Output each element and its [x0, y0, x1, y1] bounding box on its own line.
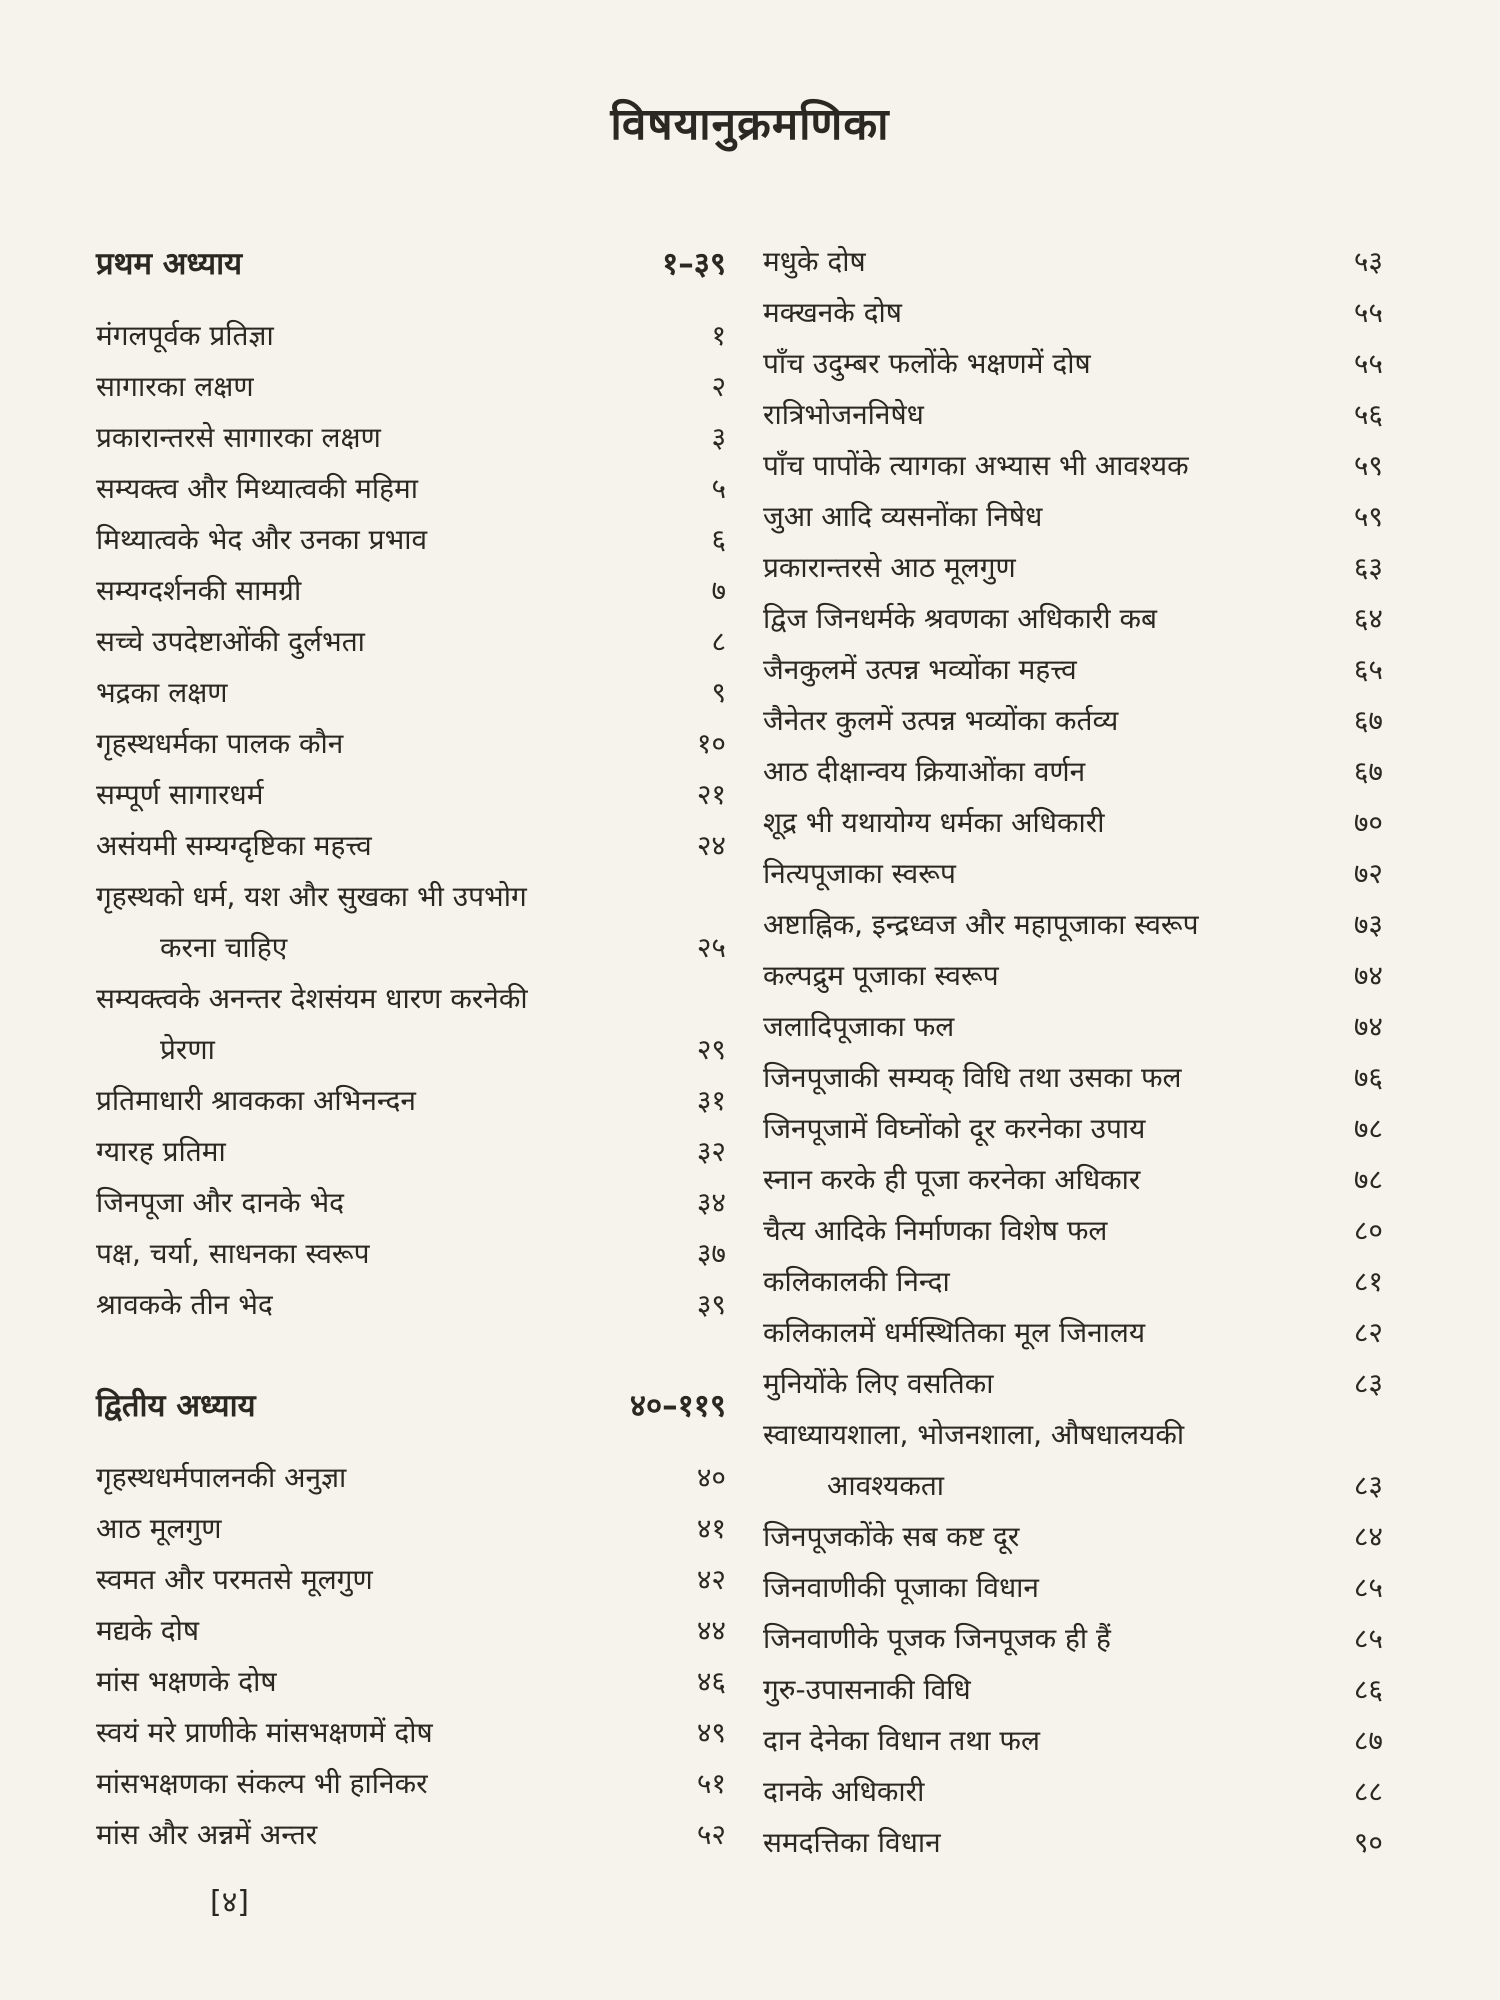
- toc-entry: [763, 950, 1383, 1001]
- toc-entry-page: ५३: [1353, 245, 1383, 278]
- toc-entry: [763, 1256, 1383, 1307]
- toc-entry: [763, 1154, 1383, 1205]
- toc-entry: [96, 1809, 726, 1860]
- toc-entry-topic: मधुके दोष: [763, 245, 866, 278]
- toc-entry: [96, 463, 726, 514]
- toc-entry-page: ५९: [1353, 449, 1383, 482]
- toc-entry-topic: सम्पूर्ण सागारधर्म: [96, 778, 264, 811]
- toc-entry-page: ७०: [1353, 806, 1383, 839]
- toc-entry-topic: गुरु-उपासनाकी विधि: [763, 1673, 971, 1706]
- toc-entry-page: ८४: [1353, 1520, 1383, 1553]
- toc-entry: [763, 1358, 1383, 1409]
- toc-entry-topic: सम्यग्दर्शनकी सामग्री: [96, 574, 302, 607]
- toc-entry: [96, 718, 726, 769]
- toc-entry: [763, 1562, 1383, 1613]
- toc-entry-topic: जिनपूजकोंके सब कष्ट दूर: [763, 1520, 1020, 1553]
- chapter-range: १–३९: [662, 246, 726, 282]
- toc-entry-topic: प्रकारान्तरसे सागारका लक्षण: [96, 421, 381, 454]
- toc-entry-page: ८६: [1353, 1673, 1383, 1706]
- page-title: विषयानुक्रमणिका: [610, 99, 890, 150]
- toc-entry: [763, 1766, 1383, 1817]
- toc-entry: [763, 287, 1383, 338]
- toc-entry: [763, 440, 1383, 491]
- toc-entry-topic: जिनवाणीके पूजक जिनपूजक ही हैं: [763, 1622, 1111, 1655]
- toc-entry-topic: जलादिपूजाका फल: [763, 1010, 955, 1043]
- toc-entry-topic: मुनियोंके लिए वसतिका: [763, 1367, 994, 1400]
- toc-entry-page: ३४: [696, 1186, 726, 1219]
- toc-entry: [763, 338, 1383, 389]
- toc-entry: [763, 797, 1383, 848]
- toc-entry-page: ७८: [1353, 1163, 1383, 1196]
- toc-entry-page: ३७: [696, 1237, 726, 1270]
- toc-entry-page: ६७: [1353, 755, 1383, 788]
- toc-entry-topic: मंगलपूर्वक प्रतिज्ञा: [96, 319, 274, 352]
- toc-entry-page: ३: [711, 421, 726, 454]
- toc-entry-topic: आठ मूलगुण: [96, 1512, 222, 1545]
- toc-entry-topic: पाँच पापोंके त्यागका अभ्यास भी आवश्यक: [763, 449, 1189, 482]
- toc-entry-topic-line1: सम्यक्त्वके अनन्तर देशसंयम धारण करनेकी: [96, 982, 528, 1015]
- toc-entry: [96, 361, 726, 412]
- toc-entry-topic: जिनपूजामें विघ्नोंको दूर करनेका उपाय: [763, 1112, 1146, 1145]
- toc-entry-topic: स्वयं मरे प्राणीके मांसभक्षणमें दोष: [96, 1716, 433, 1749]
- toc-entry-topic: कलिकालमें धर्मस्थितिका मूल जिनालय: [763, 1316, 1146, 1349]
- toc-entry-page: ८: [711, 625, 726, 658]
- toc-entry-topic-line2: आवश्यकता: [827, 1469, 945, 1502]
- toc-entry-page: २४: [696, 829, 726, 862]
- toc-entry-page: ८८: [1353, 1775, 1383, 1808]
- toc-entry: [96, 1279, 726, 1330]
- toc-entry: [763, 1052, 1383, 1103]
- toc-entry: [763, 236, 1383, 287]
- chapter-title: प्रथम अध्याय: [96, 246, 243, 282]
- toc-entry: [96, 1758, 726, 1809]
- page-number: [४]: [210, 1885, 250, 1920]
- toc-entry: [96, 769, 726, 820]
- toc-entry-topic: दान देनेका विधान तथा फल: [763, 1724, 1040, 1757]
- toc-entry-topic: मक्खनके दोष: [763, 296, 902, 329]
- toc-entry-page: ९०: [1353, 1826, 1383, 1859]
- chapter-title: द्वितीय अध्याय: [96, 1388, 256, 1424]
- toc-entry-page: २९: [696, 1033, 726, 1066]
- toc-entry-topic-line2: प्रेरणा: [160, 1033, 215, 1066]
- toc-entry-page: २५: [696, 931, 726, 964]
- toc-entry: [96, 820, 726, 871]
- toc-entry-page: ५१: [696, 1767, 726, 1800]
- toc-entry-page: ८३: [1353, 1367, 1383, 1400]
- toc-entry: [763, 1103, 1383, 1154]
- toc-entry-page: ९: [711, 676, 726, 709]
- toc-entry-topic: गृहस्थधर्मपालनकी अनुज्ञा: [96, 1461, 347, 1494]
- toc-entry: [763, 848, 1383, 899]
- toc-entry: [763, 491, 1383, 542]
- toc-entry: [96, 871, 726, 973]
- toc-entry: [763, 695, 1383, 746]
- toc-entry-topic: [96, 871, 697, 973]
- toc-entry-page: ७६: [1353, 1061, 1383, 1094]
- toc-entry-page: १: [711, 319, 726, 352]
- toc-entry: [96, 1228, 726, 1279]
- toc-entry-topic: असंयमी सम्यग्दृष्टिका महत्त्व: [96, 829, 372, 862]
- toc-entry: [763, 542, 1383, 593]
- toc-entry: [763, 1613, 1383, 1664]
- toc-entry-topic: चैत्य आदिके निर्माणका विशेष फल: [763, 1214, 1108, 1247]
- toc-entry-page: ८७: [1353, 1724, 1383, 1757]
- toc-entry-topic: शूद्र भी यथायोग्य धर्मका अधिकारी: [763, 806, 1105, 839]
- toc-entry: [763, 746, 1383, 797]
- toc-entry-page: ८३: [1353, 1469, 1383, 1502]
- toc-entry: [763, 1817, 1383, 1868]
- toc-entry-page: ५: [711, 472, 726, 505]
- toc-entry-topic: स्नान करके ही पूजा करनेका अधिकार: [763, 1163, 1141, 1196]
- toc-entry: [763, 899, 1383, 950]
- toc-entry-topic: दानके अधिकारी: [763, 1775, 925, 1808]
- toc-entry-page: ८२: [1353, 1316, 1383, 1349]
- toc-entry-topic-line1: स्वाध्यायशाला, भोजनशाला, औषधालयकी: [763, 1418, 1185, 1451]
- toc-entry: [763, 1205, 1383, 1256]
- toc-entry-topic: प्रतिमाधारी श्रावकका अभिनन्दन: [96, 1084, 416, 1117]
- toc-entry-topic: श्रावकके तीन भेद: [96, 1288, 273, 1321]
- toc-entry-page: ६३: [1353, 551, 1383, 584]
- toc-entry-page: ४६: [696, 1665, 726, 1698]
- toc-entry-topic: मद्यके दोष: [96, 1614, 200, 1647]
- toc-entry-topic-line1: गृहस्थको धर्म, यश और सुखका भी उपभोग: [96, 880, 527, 913]
- toc-entry-topic: सच्चे उपदेष्टाओंकी दुर्लभता: [96, 625, 365, 658]
- toc-entry-page: ३२: [696, 1135, 726, 1168]
- toc-entry-topic: पाँच उदुम्बर फलोंके भक्षणमें दोष: [763, 347, 1091, 380]
- toc-entry-topic: मांसभक्षणका संकल्प भी हानिकर: [96, 1767, 428, 1800]
- toc-entry-page: ६५: [1353, 653, 1383, 686]
- toc-entry: [763, 389, 1383, 440]
- toc-entry-page: ७: [711, 574, 726, 607]
- toc-entry-page: ५२: [696, 1818, 726, 1851]
- toc-entry-topic: पक्ष, चर्या, साधनका स्वरूप: [96, 1237, 370, 1270]
- toc-entry: [763, 593, 1383, 644]
- toc-entry-page: ५५: [1353, 296, 1383, 329]
- toc-entry-page: ७२: [1353, 857, 1383, 890]
- toc-entry: [96, 616, 726, 667]
- toc-entry-page: ७४: [1353, 959, 1383, 992]
- toc-entry-topic: कल्पद्रुम पूजाका स्वरूप: [763, 959, 999, 992]
- toc-entry-page: ४१: [696, 1512, 726, 1545]
- toc-entry: [96, 667, 726, 718]
- toc-entry: [96, 1554, 726, 1605]
- chapter-heading: [96, 236, 726, 292]
- toc-entry-page: ७३: [1353, 908, 1383, 941]
- toc-entry: [96, 565, 726, 616]
- toc-entry-topic: जैनकुलमें उत्पन्न भव्योंका महत्त्व: [763, 653, 1077, 686]
- toc-entry: [96, 1707, 726, 1758]
- toc-entry-topic: नित्यपूजाका स्वरूप: [763, 857, 956, 890]
- toc-entry: [763, 1715, 1383, 1766]
- toc-entry-page: २१: [696, 778, 726, 811]
- toc-entry-page: ६७: [1353, 704, 1383, 737]
- toc-entry-page: ७८: [1353, 1112, 1383, 1145]
- toc-entry: [96, 1075, 726, 1126]
- toc-entry-page: ८५: [1353, 1622, 1383, 1655]
- toc-entry-page: ४९: [696, 1716, 726, 1749]
- toc-entry-topic: [763, 1409, 1354, 1511]
- toc-entry-page: ३१: [696, 1084, 726, 1117]
- toc-entry-page: ८०: [1353, 1214, 1383, 1247]
- toc-entry: [96, 310, 726, 361]
- toc-entry-topic: जैनेतर कुलमें उत्पन्न भव्योंका कर्तव्य: [763, 704, 1119, 737]
- toc-entry: [763, 644, 1383, 695]
- chapter-heading: [96, 1378, 726, 1434]
- toc-entry-page: ८५: [1353, 1571, 1383, 1604]
- toc-entry: [96, 1605, 726, 1656]
- toc-entry-topic: कलिकालकी निन्दा: [763, 1265, 950, 1298]
- chapter-range: ४०–११९: [629, 1388, 726, 1424]
- toc-entry-topic: मिथ्यात्वके भेद और उनका प्रभाव: [96, 523, 428, 556]
- toc-entry-topic: सम्यक्त्व और मिथ्यात्वकी महिमा: [96, 472, 418, 505]
- toc-entry-topic: मांस भक्षणके दोष: [96, 1665, 277, 1698]
- toc-entry: [96, 1126, 726, 1177]
- toc-entry-page: ६४: [1353, 602, 1383, 635]
- toc-entry: [96, 1452, 726, 1503]
- toc-entry-page: १०: [696, 727, 726, 760]
- toc-entry: [96, 1656, 726, 1707]
- toc-entry-page: ४२: [696, 1563, 726, 1596]
- toc-entry-page: ४४: [696, 1614, 726, 1647]
- toc-entry-page: ३९: [696, 1288, 726, 1321]
- toc-entry-topic: रात्रिभोजननिषेध: [763, 398, 924, 431]
- toc-entry-topic: भद्रका लक्षण: [96, 676, 228, 709]
- toc-entry: [763, 1409, 1383, 1511]
- toc-entry-topic: जिनपूजाकी सम्यक् विधि तथा उसका फल: [763, 1061, 1182, 1094]
- toc-entry-topic: गृहस्थधर्मका पालक कौन: [96, 727, 344, 760]
- toc-entry: [96, 973, 726, 1075]
- toc-entry-page: ५९: [1353, 500, 1383, 533]
- toc-entry-topic: अष्टाह्निक, इन्द्रध्वज और महापूजाका स्वरूप: [763, 908, 1199, 941]
- toc-entry-topic: जुआ आदि व्यसनोंका निषेध: [763, 500, 1043, 533]
- toc-entry: [763, 1001, 1383, 1052]
- toc-entry-topic: सागारका लक्षण: [96, 370, 254, 403]
- toc-entry-topic: द्विज जिनधर्मके श्रवणका अधिकारी कब: [763, 602, 1157, 635]
- toc-entry-topic: जिनपूजा और दानके भेद: [96, 1186, 345, 1219]
- toc-entry-topic: [96, 973, 697, 1075]
- toc-entry-page: २: [711, 370, 726, 403]
- toc-entry-page: ५६: [1353, 398, 1383, 431]
- toc-entry: [96, 514, 726, 565]
- toc-entry-topic: जिनवाणीकी पूजाका विधान: [763, 1571, 1039, 1604]
- toc-entry-topic: ग्यारह प्रतिमा: [96, 1135, 226, 1168]
- toc-entry-topic: स्वमत और परमतसे मूलगुण: [96, 1563, 373, 1596]
- toc-left-column: [96, 236, 726, 1860]
- toc-entry-topic: मांस और अन्नमें अन्तर: [96, 1818, 318, 1851]
- toc-entry: [96, 1503, 726, 1554]
- toc-entry-page: ४०: [696, 1461, 726, 1494]
- toc-entry-page: ७४: [1353, 1010, 1383, 1043]
- toc-entry: [96, 1177, 726, 1228]
- toc-entry-page: ८१: [1353, 1265, 1383, 1298]
- toc-entry-topic: आठ दीक्षान्वय क्रियाओंका वर्णन: [763, 755, 1086, 788]
- toc-right-column: [763, 236, 1383, 1868]
- toc-entry-topic-line2: करना चाहिए: [160, 931, 288, 964]
- toc-entry: [763, 1511, 1383, 1562]
- toc-entry-page: ५५: [1353, 347, 1383, 380]
- toc-entry: [96, 412, 726, 463]
- toc-entry-page: ६: [711, 523, 726, 556]
- toc-entry-topic: प्रकारान्तरसे आठ मूलगुण: [763, 551, 1016, 584]
- toc-entry: [763, 1664, 1383, 1715]
- toc-entry-topic: समदत्तिका विधान: [763, 1826, 941, 1859]
- toc-entry: [763, 1307, 1383, 1358]
